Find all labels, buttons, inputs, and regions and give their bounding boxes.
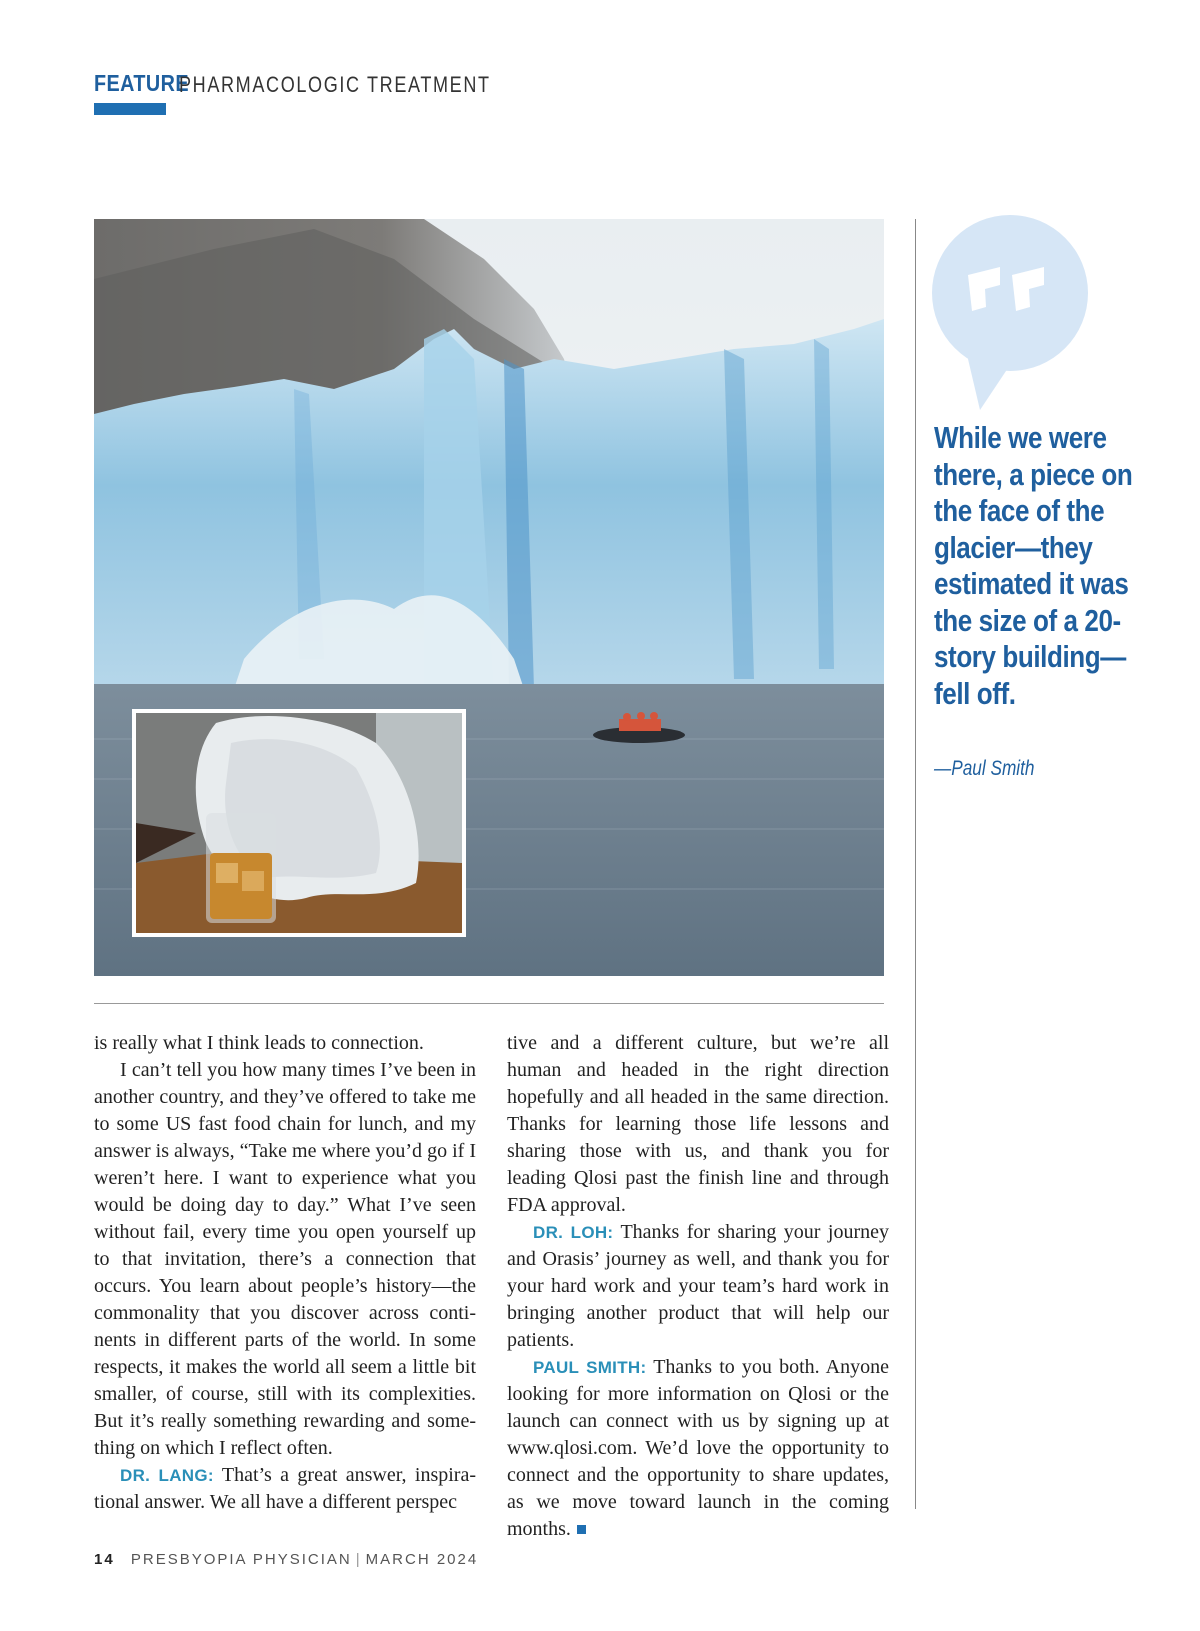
- paragraph: tive and a different culture, but we’re all human and headed in the right direction hopefully and all headed in the same direction. Thanks for learning those life lessons and sharing those with us, and thank you for leading Qlosi past the finish line and through FDA approval.: [507, 1032, 889, 1216]
- speaker-label: DR. LANG:: [120, 1466, 214, 1485]
- quote-bubble-icon: [930, 215, 1090, 410]
- pull-quote-text: While we were there, a piece on the face of the glacier—they estimated it was the size of a 20-story building—fell off.: [934, 420, 1133, 711]
- column-divider-rule: [915, 219, 916, 1509]
- paragraph: I can’t tell you how many times I’ve been in another country, and they’ve offered to take me to some US fast food chain for lunch, and my answer is always, “Take me where you’d go if I weren’t here. I want to experience what you would be doing day to day.” What I’ve seen without fail, every time you open yourself up to that invitation, there’s a connection that occurs. You learn about people’s history—the commonality that you discover across continents in different parts of the world. In some respects, it makes the world all seem a little bit smaller, of course, still with its complexities. But it’s really something rewarding and something on which I reflect often.: [94, 1059, 476, 1459]
- paragraph: [507, 1219, 889, 1354]
- end-mark-icon: [577, 1525, 586, 1534]
- section-header: [94, 70, 491, 118]
- body-column-left: [94, 1030, 476, 1516]
- paragraph: is really what I think leads to connection.: [94, 1032, 424, 1054]
- whiskey-ice-inset-photo: [132, 709, 466, 937]
- glacier-photo: [94, 219, 884, 976]
- photo-divider-rule: [94, 1003, 884, 1004]
- paragraph: [94, 1462, 476, 1516]
- speaker-label: DR. LOH:: [533, 1223, 614, 1242]
- paragraph-text: Thanks to you both. Anyone looking for more information on Qlosi or the launch can connect with us by signing up at www.qlosi.com. We’d love the opportunity to connect and the opportunity to share updates, as we move toward launch in the coming months.: [507, 1356, 889, 1540]
- publication-name: PRESBYOPIA PHYSICIAN: [130, 1551, 352, 1568]
- section-topic: PHARMACOLOGIC TREATMENT: [179, 72, 491, 97]
- page-number: 14: [94, 1551, 115, 1568]
- pull-quote-attribution: —Paul Smith: [934, 757, 1035, 780]
- paragraph: [507, 1354, 889, 1543]
- footer-separator: |: [355, 1551, 362, 1568]
- issue-date: MARCH 2024: [365, 1551, 479, 1568]
- body-column-right: [507, 1030, 889, 1543]
- section-label: FEATURE: [94, 70, 189, 96]
- paragraph-text: That’s a great answer, inspirational answer. We all have a different perspec: [94, 1464, 477, 1513]
- speaker-label: PAUL SMITH:: [533, 1358, 647, 1377]
- header-accent-bar: [94, 103, 166, 115]
- page-footer: [94, 1551, 478, 1568]
- paragraph-text: Thanks for sharing your journey and Orasis’ journey as well, and thank you for your hard work and your team’s hard work in bringing another product that will help our patients.: [507, 1221, 889, 1351]
